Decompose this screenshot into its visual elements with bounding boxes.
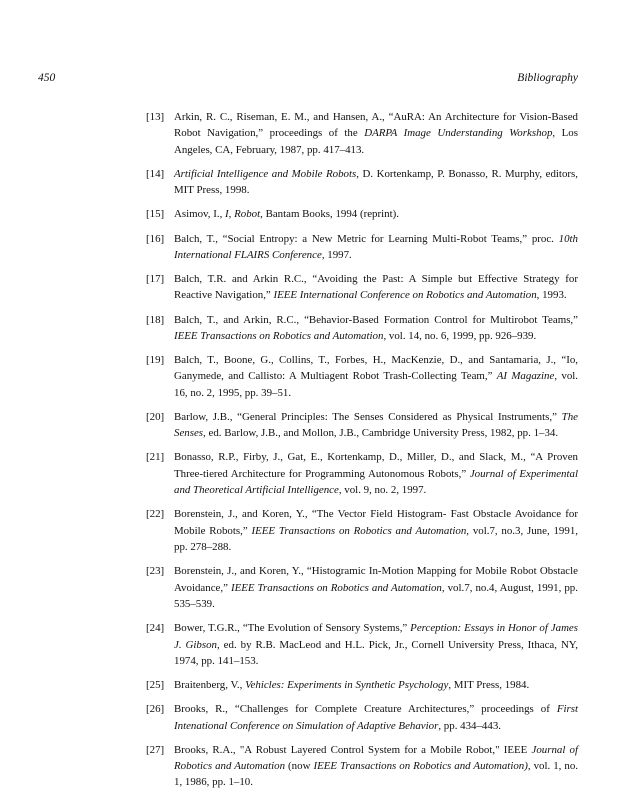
reference-text — [174, 354, 578, 399]
reference-entry — [146, 109, 578, 158]
reference-text-segment: Borenstein, J., and Koren, Y., “The Vector Field Histogram- Fast Obstacle Avoidance for Mobile Robots,” — [174, 508, 578, 537]
reference-text-segment: Asimov, I., — [174, 208, 226, 221]
reference-text — [174, 233, 578, 261]
reference-entry — [146, 166, 578, 199]
reference-text-segment: Balch, T.R. and Arkin R.C., “Avoiding the Past: A Simple but Effective Strategy for Reactive Navigation,” — [174, 273, 578, 302]
reference-number: [24] — [146, 622, 165, 635]
reference-title-italic: IEEE International Conference on Robotics and Automation — [273, 289, 537, 302]
reference-text — [174, 111, 578, 156]
reference-text-segment: , MIT Press, 1984. — [448, 679, 530, 692]
reference-text-segment: Brooks, R., “Challenges for Complete Creature Architectures,” proceedings of — [174, 703, 557, 716]
reference-number: [16] — [146, 232, 165, 245]
reference-number: [20] — [146, 410, 165, 423]
reference-text-segment: , D. Kortenkamp, P. Bonasso, R. Murphy, editors, MIT Press, 1998. — [174, 167, 578, 197]
reference-number: [25] — [146, 679, 165, 692]
reference-text — [174, 208, 399, 220]
reference-number: [17] — [146, 273, 165, 285]
running-header — [38, 72, 578, 84]
reference-text-segment: , ed. by R.B. MacLeod and H.L. Pick, Jr., Cornell University Press, Ithaca, NY, 1974, pp. 141–153. — [174, 638, 578, 667]
reference-number: [23] — [146, 565, 165, 578]
reference-title-italic: Journal of Experimental and Theoretical Artificial Intelligence — [174, 467, 578, 497]
reference-text — [174, 273, 578, 301]
reference-number: [26] — [146, 703, 165, 716]
reference-number: [13] — [146, 111, 165, 123]
reference-title-italic: I, Robot — [225, 208, 261, 221]
reference-text-segment: Barlow, J.B., “General Principles: The Senses Considered as Physical Instruments,” — [174, 410, 562, 423]
reference-entry — [146, 677, 578, 693]
reference-text-segment: (now — [285, 760, 314, 773]
reference-number: [15] — [146, 208, 165, 221]
reference-text-segment: Borenstein, J., and Koren, Y., “Histogramic In-Motion Mapping for Mobile Robot Obstacle Avoidance,” — [174, 565, 578, 594]
page-number: 450 — [38, 72, 56, 84]
reference-title-italic: Journal of Robotics and Automation — [174, 743, 579, 773]
reference-entry — [146, 312, 578, 345]
reference-title-italic: DARPA Image Understanding Workshop — [364, 127, 553, 140]
reference-text-segment: , vol.7, no.4, August, 1991, pp. 535–539. — [174, 581, 578, 611]
reference-text — [174, 451, 578, 496]
reference-text-segment: , Bantam Books, 1994 (reprint). — [260, 208, 399, 221]
reference-text-segment: Bonasso, R.P., Firby, J., Gat, E., Kortenkamp, D., Miller, D., and Slack, M., “A Proven Three-tiered Architecture for Programming Autonomous Robots,” — [174, 451, 578, 480]
reference-text-segment: , 1993. — [536, 289, 567, 302]
reference-title-italic: First Intenational Conference on Simulation of Adaptive Behavior — [174, 703, 578, 732]
reference-number: [18] — [146, 313, 165, 326]
reference-text-segment: Balch, T., Boone, G., Collins, T., Forbes, H., MacKenzie, D., and Santamaria, J., “Io, Ganymede, and Callisto: A Multiagent Robot Trash-Collecting Team,” — [174, 354, 578, 383]
reference-text — [174, 411, 578, 439]
reference-text-segment: , pp. 434–443. — [438, 719, 501, 732]
reference-text — [174, 744, 578, 789]
reference-number: [22] — [146, 508, 165, 521]
reference-title-italic: 10th International FLAIRS Conference — [174, 232, 578, 261]
reference-title-italic: AI Magazine — [496, 370, 555, 383]
reference-entry — [146, 352, 578, 401]
reference-title-italic: IEEE Transactions on Robotics and Automation — [251, 524, 467, 537]
reference-text-segment: Braitenberg, V., — [174, 679, 246, 692]
reference-number: [14] — [146, 167, 165, 180]
reference-text-segment: , vol. 16, no. 2, 1995, pp. 39–51. — [174, 370, 579, 399]
reference-title-italic: IEEE Transactions on Robotics and Automation) — [313, 760, 528, 773]
reference-text — [174, 565, 578, 610]
reference-entry — [146, 449, 578, 498]
reference-entry — [146, 271, 578, 304]
reference-text — [174, 314, 578, 342]
bibliography-list — [146, 109, 578, 799]
reference-number: [19] — [146, 354, 165, 366]
reference-text — [174, 622, 578, 667]
reference-text — [174, 508, 578, 553]
reference-text — [174, 168, 578, 196]
reference-number: [27] — [146, 743, 165, 756]
section-title: Bibliography — [517, 72, 578, 84]
reference-text-segment: , vol. 14, no. 6, 1999, pp. 926–939. — [383, 329, 537, 342]
reference-text-segment: , 1997. — [321, 248, 352, 261]
reference-text-segment: , ed. Barlow, J.B., and Mollon, J.B., Cambridge University Press, 1982, pp. 1–34. — [203, 427, 559, 440]
reference-entry — [146, 206, 578, 222]
reference-entry — [146, 620, 578, 669]
reference-text-segment: , Los Angeles, CA, February, 1987, pp. 417–413. — [174, 127, 578, 156]
reference-title-italic: Vehicles: Experiments in Synthetic Psychology — [245, 679, 449, 692]
reference-text-segment: Bower, T.G.R., “The Evolution of Sensory Systems,” — [174, 622, 411, 635]
reference-text-segment: Brooks, R.A., "A Robust Layered Control System for a Mobile Robot," IEEE — [174, 743, 532, 756]
reference-entry — [146, 231, 578, 264]
reference-text-segment: Balch, T., and Arkin, R.C., “Behavior-Based Formation Control for Multirobot Teams,” — [174, 313, 578, 326]
reference-entry — [146, 701, 578, 734]
reference-entry — [146, 742, 578, 791]
reference-entry — [146, 563, 578, 612]
reference-text-segment: , vol. 9, no. 2, 1997. — [338, 484, 427, 497]
reference-text-segment: , vol.7, no.3, June, 1991, pp. 278–288. — [174, 524, 578, 554]
reference-title-italic: Perception: Essays in Honor of James J. Gibson — [174, 622, 579, 651]
reference-text — [174, 703, 578, 731]
reference-entry — [146, 506, 578, 555]
reference-text-segment: Arkin, R. C., Riseman, E. M., and Hansen, A., “AuRA: An Architecture for Vision-Based Robot Navigation,” proceedings of the — [174, 111, 578, 140]
reference-number: [21] — [146, 451, 165, 464]
reference-text-segment: Balch, T., “Social Entropy: a New Metric for Learning Multi-Robot Teams,” proc. — [174, 232, 559, 245]
reference-text — [174, 679, 529, 691]
reference-text-segment: , vol. 1, no. 1, 1986, pp. 1–10. — [174, 760, 578, 789]
reference-entry — [146, 409, 578, 442]
reference-title-italic: Artificial Intelligence and Mobile Robots — [174, 167, 357, 180]
reference-title-italic: The Senses — [174, 410, 578, 440]
reference-title-italic: IEEE Transactions on Robotics and Automation — [230, 581, 442, 594]
reference-title-italic: IEEE Transactions on Robotics and Automation — [174, 329, 384, 342]
